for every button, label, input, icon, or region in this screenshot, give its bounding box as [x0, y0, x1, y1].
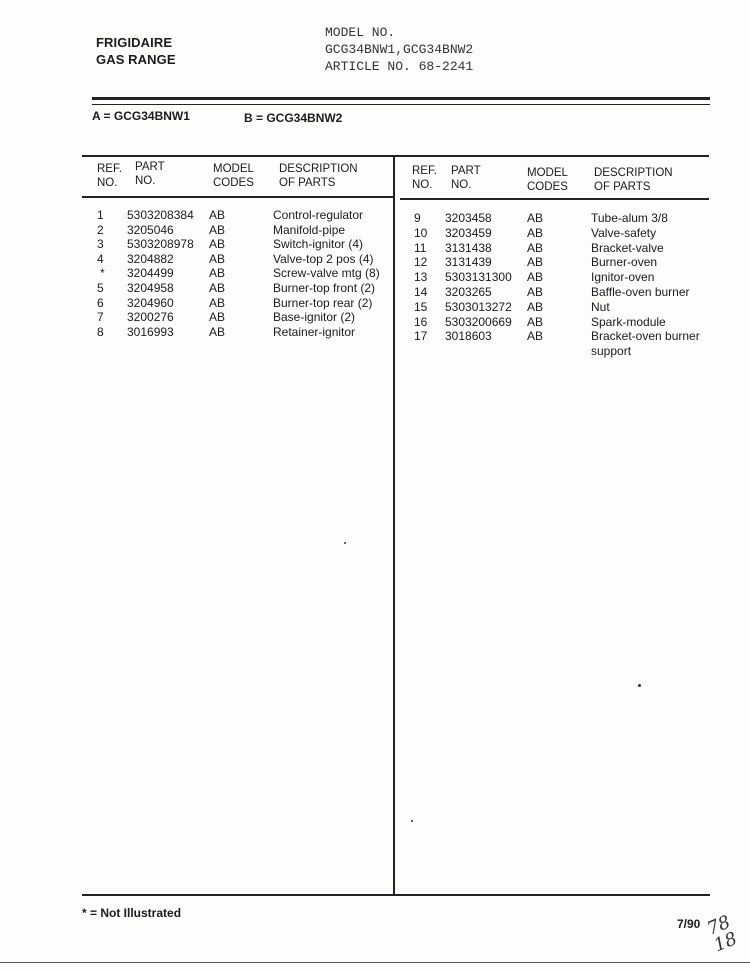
model-codes: AB: [209, 208, 226, 222]
model-codes: AB: [209, 222, 226, 237]
part-description: Valve-safety: [591, 225, 657, 240]
part-ref-number: 4: [97, 251, 104, 266]
part-ref-number: 3: [97, 237, 104, 252]
part-description: Screw-valve mtg (8): [273, 266, 380, 281]
part-number: 5303200669: [445, 314, 512, 329]
part-number: 3203265: [445, 285, 492, 299]
part-ref-number: 12: [414, 255, 428, 270]
col-ref-header-left: REF. NO.: [97, 163, 122, 189]
part-ref-number: 13: [414, 270, 428, 285]
top-rule-thick: [92, 97, 710, 100]
part-number: 5303208384: [127, 208, 194, 222]
part-ref-number: 16: [414, 314, 428, 329]
part-number: 3203458: [445, 211, 492, 225]
model-codes: AB: [527, 240, 544, 255]
model-codes: AB: [209, 237, 226, 252]
part-number: 3205046: [127, 222, 174, 237]
model-codes: AB: [527, 255, 544, 270]
part-description: Spark-module: [591, 314, 666, 329]
part-description: Retainer-ignitor: [273, 324, 356, 339]
part-ref-number: 9: [414, 211, 421, 225]
part-ref-number: 10: [414, 225, 428, 240]
part-ref-number: 17: [414, 329, 428, 344]
article-number: ARTICLE NO. 68-2241: [325, 59, 474, 74]
col-model-header-right: MODEL CODES: [527, 167, 568, 193]
part-description: Control-regulator: [273, 208, 364, 222]
top-rule-thin: [92, 104, 710, 105]
part-ref-number: 6: [97, 295, 104, 310]
model-codes: AB: [527, 314, 544, 329]
part-description: Base-ignitor (2): [273, 310, 356, 325]
part-description: Bracket-valve: [591, 240, 664, 255]
footnote-not-illustrated: * = Not Illustrated: [82, 906, 182, 920]
table-bottom-rule: [82, 894, 710, 896]
revision-date: 7/90: [677, 917, 701, 931]
model-info: [325, 24, 473, 75]
model-codes: AB: [527, 329, 544, 344]
col-part-header-right: PART NO.: [451, 165, 481, 191]
model-codes: AB: [209, 324, 226, 339]
part-ref-number: 11: [414, 240, 427, 255]
part-ref-number: 5: [97, 281, 104, 295]
part-description: Burner-oven: [591, 255, 658, 270]
brand-name: [96, 34, 176, 68]
brand-line-2: GAS RANGE: [96, 52, 176, 67]
part-number: 3204499: [127, 266, 174, 281]
model-codes: AB: [527, 285, 544, 299]
col-part-header-left: PART NO.: [135, 161, 165, 187]
page-bottom-rule: [0, 962, 750, 963]
part-ref-number: 8: [97, 324, 104, 339]
part-number: 3018603: [445, 329, 492, 344]
model-codes: AB: [527, 270, 544, 285]
model-codes: AB: [209, 310, 226, 325]
part-ref-number: 1: [97, 208, 104, 222]
part-number: 5303208978: [127, 237, 194, 252]
header-rule-left: [82, 196, 394, 198]
part-description: Valve-top 2 pos (4): [273, 251, 374, 266]
model-codes: AB: [209, 281, 226, 295]
model-numbers: GCG34BNW1,GCG34BNW2: [325, 42, 474, 57]
col-desc-header-left: DESCRIPTION OF PARTS: [279, 163, 358, 189]
scan-speck: [411, 820, 413, 822]
part-number: 3131438: [445, 240, 492, 255]
part-ref-number: 15: [414, 299, 428, 314]
model-codes: AB: [527, 225, 544, 240]
part-number: 3200276: [127, 310, 174, 325]
part-number: 3131439: [445, 255, 492, 270]
model-codes: AB: [209, 266, 226, 281]
table-top-rule: [82, 155, 709, 157]
model-key-b: B = GCG34BNW2: [244, 111, 343, 125]
handwritten-note: 78 18: [704, 911, 741, 957]
col-model-header-left: MODEL CODES: [213, 163, 254, 189]
part-number: 3204960: [127, 295, 174, 310]
part-ref-number: 7: [97, 310, 104, 325]
part-description: Tube-alum 3/8: [591, 211, 668, 225]
model-codes: AB: [209, 295, 226, 310]
part-description: Bracket-oven burner support: [591, 329, 700, 358]
part-description: Burner-top front (2): [273, 281, 376, 295]
part-description: Manifold-pipe: [273, 222, 346, 237]
part-ref-number: *: [100, 266, 105, 281]
col-ref-header-right: REF. NO.: [412, 165, 437, 191]
part-number: 3204882: [127, 251, 174, 266]
part-description: Burner-top rear (2): [273, 295, 373, 310]
part-number: 3203459: [445, 225, 492, 240]
column-divider: [393, 157, 395, 896]
part-number: 5303013272: [445, 299, 512, 314]
model-key-a: A = GCG34BNW1: [92, 109, 190, 123]
part-number: 3204958: [127, 281, 174, 295]
part-description: Ignitor-oven: [591, 270, 655, 285]
scan-speck: [638, 684, 641, 687]
part-description: Baffle-oven burner: [591, 285, 690, 299]
model-label: MODEL NO.: [325, 25, 396, 40]
scan-speck: [344, 542, 346, 544]
part-number: 5303131300: [445, 270, 512, 285]
header-rule-right: [400, 198, 709, 200]
part-number: 3016993: [127, 324, 174, 339]
model-codes: AB: [209, 251, 226, 266]
part-ref-number: 14: [414, 285, 428, 299]
part-ref-number: 2: [97, 222, 104, 237]
part-description: Switch-ignitor (4): [273, 237, 364, 252]
model-codes: AB: [527, 299, 544, 314]
model-codes: AB: [527, 211, 544, 225]
brand-line-1: FRIGIDAIRE: [96, 35, 173, 50]
col-desc-header-right: DESCRIPTION OF PARTS: [594, 167, 673, 193]
part-description: Nut: [591, 299, 610, 314]
